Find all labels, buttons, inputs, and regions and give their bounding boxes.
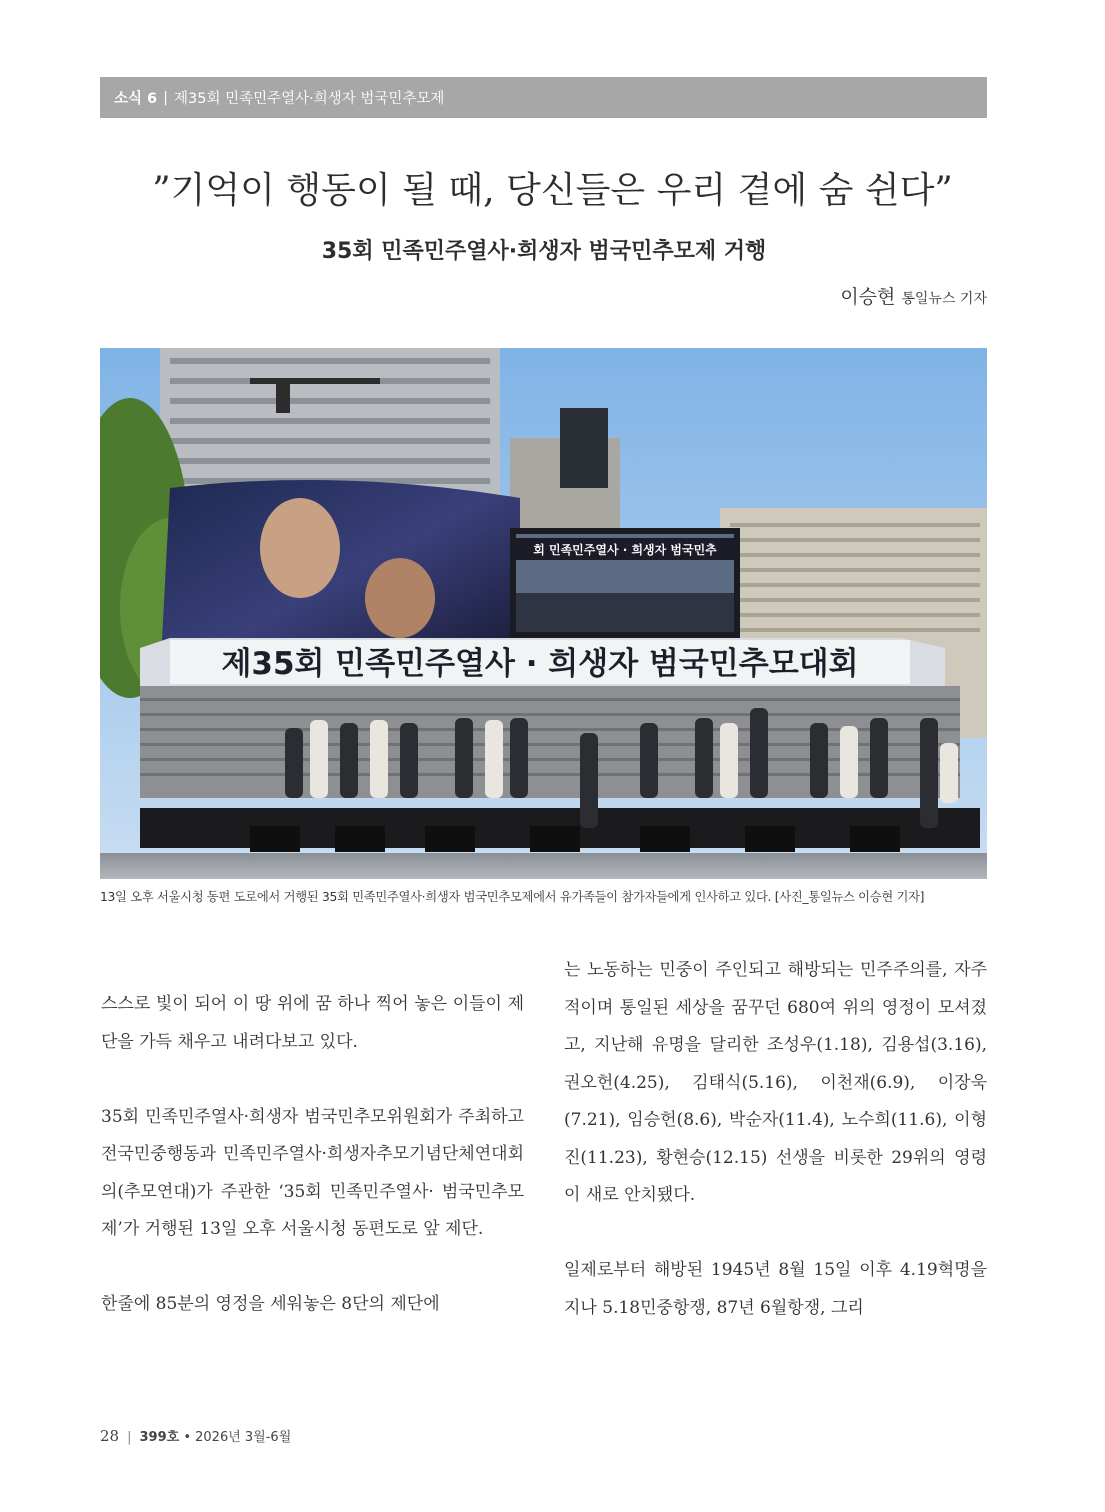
footer-bullet: • — [183, 1430, 191, 1445]
author-role: 통일뉴스 기자 — [901, 291, 987, 307]
page-footer — [100, 1426, 291, 1445]
footer-separator: | — [127, 1430, 132, 1445]
page-number: 28 — [100, 1427, 120, 1445]
author-name: 이승현 — [840, 286, 896, 308]
article-subheadline: 35회 민족민주열사·희생자 범국민추모제 거행 — [321, 239, 767, 264]
stage-banner-text: 제35회 민족민주열사 · 희생자 범국민추모대회 — [221, 646, 859, 682]
paragraph: 는 노동하는 민중이 주인되고 해방되는 민주주의를, 자주적이며 통일된 세상을 꿈꾸던 680여 위의 영정이 모셔졌고, 지난해 유명을 달리한 조성우(1.18), 김용섭(3.16), 권오헌(4.25), 김태식(5.16), 이천재(6.9), 이장욱(7.21), 임승헌(8.6), 박순자(11.4), 노수희(11.6), 이형진(11.23), 황현승(12.15) 선생을 비롯한 29위의 영령이 새로 안치됐다. — [564, 960, 987, 1205]
section-separator: | — [163, 89, 169, 106]
paragraph: 스스로 빛이 되어 이 땅 위에 꿈 하나 찍어 놓은 이들이 제단을 가득 채우고 내려다보고 있다. — [101, 994, 524, 1052]
issue-date: 2026년 3월-6월 — [195, 1430, 292, 1445]
article-photo — [100, 348, 987, 879]
photo-caption: 13일 오후 서울시청 동편 도로에서 거행된 35회 민족민주열사·희생자 범국민추모제에서 유가족들이 참가자들에게 인사하고 있다. [사진_통일뉴스 이승현 기자] — [100, 890, 925, 904]
paragraph: 일제로부터 해방된 1945년 8월 15일 이후 4.19혁명을 지나 5.18민중항쟁, 87년 6월항쟁, 그리 — [564, 1260, 987, 1318]
section-label: 소식 6 — [114, 91, 158, 107]
body-column-left — [101, 986, 524, 1361]
article-headline: ”기억이 행동이 될 때, 당신들은 우리 곁에 숨 쉰다” — [152, 170, 953, 211]
section-header-bar — [100, 77, 987, 118]
issue-number: 399호 — [139, 1430, 180, 1445]
body-column-right — [564, 952, 987, 1365]
paragraph: 한줄에 85분의 영정을 세워놓은 8단의 제단에 — [101, 1294, 440, 1314]
byline — [840, 282, 987, 309]
section-title: 제35회 민족민주열사·희생자 범국민추모제 — [174, 91, 445, 107]
screen-text: 회 민족민주열사 · 희생자 범국민추 — [533, 543, 717, 557]
paragraph: 35회 민족민주열사·희생자 범국민추모위원회가 주최하고 전국민중행동과 민족민주열사·희생자추모기념단체연대회의(추모연대)가 주관한 ‘35회 민족민주열사· 범국민추모제’가 거행된 13일 오후 서울시청 동편도로 앞 제단. — [101, 1106, 524, 1239]
